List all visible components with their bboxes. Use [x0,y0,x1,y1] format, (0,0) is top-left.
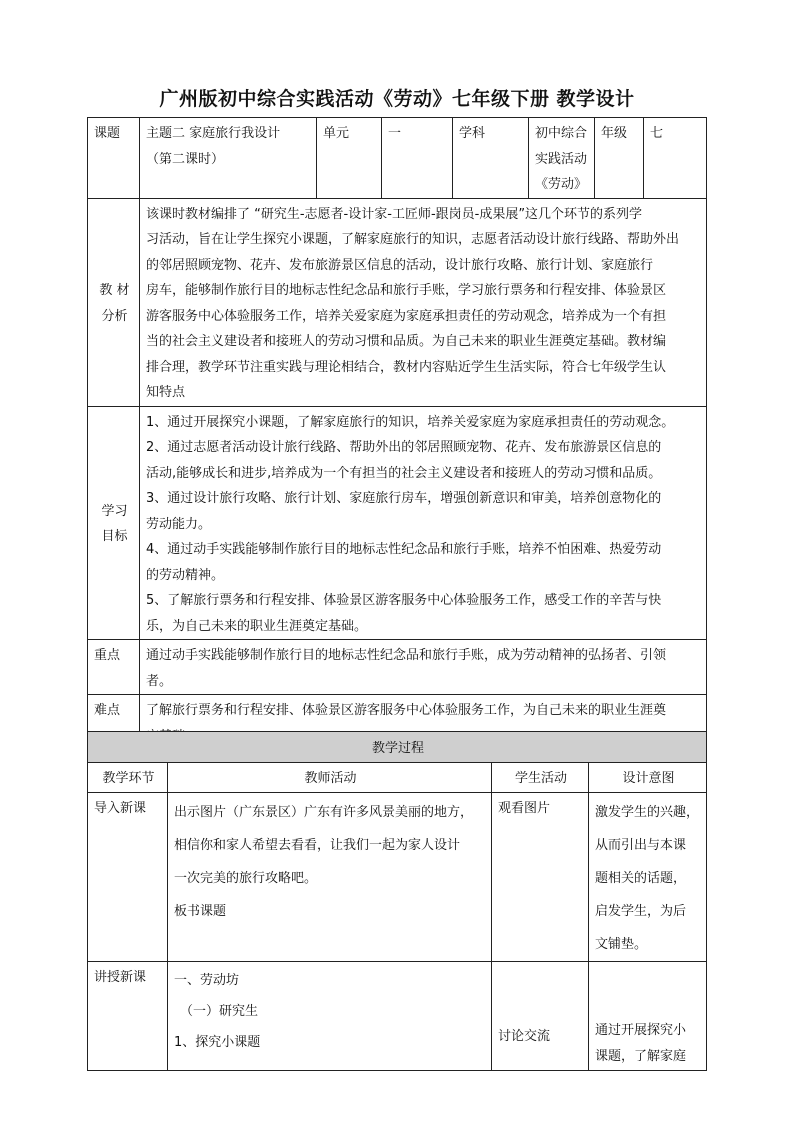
goals-label [88,406,140,640]
grade-value: 七 [644,118,707,199]
analysis-label-line: 教 材 [99,283,130,298]
subject-value-line: 初中综合 [535,126,588,141]
key-content [140,640,707,695]
intro-intent-line: 文铺垫。 [595,937,648,952]
analysis-line: 的邻居照顾宠物、花卉、发布旅游景区信息的活动，设计旅行攻略、旅行计划、家庭旅行 [146,257,654,273]
teaching-process-table [87,731,707,1071]
subject-value-line: 《劳动》 [535,177,588,192]
analysis-row [88,198,707,406]
analysis-line: 当的社会主义建设者和接班人的劳动习惯和品质。为自己未来的职业生涯奠定基础。教材编 [146,334,667,349]
key-line: 者。 [146,673,173,689]
lesson-info-table [87,117,707,750]
intro-intent [589,793,707,962]
key-row [88,640,707,695]
intro-stage: 导入新课 [88,793,168,962]
lecture-intent-line: 课题，了解家庭 [595,1049,687,1064]
difficulty-line: 了解旅行票务和行程安排、体验景区游客服务中心体验服务工作，为自己未来的职业生涯奠 [146,703,667,718]
unit-value: 一 [382,118,453,199]
document-title: 广州版初中综合实践活动《劳动》七年级下册 教学设计 [159,88,635,110]
course-value [140,118,317,199]
intro-teacher-line: 相信你和家人希望去看看，让我们一起为家人设计 [174,838,461,853]
goal-line: 劳动能力。 [146,516,212,532]
analysis-label-line: 分析 [101,308,128,324]
key-line: 通过动手实践能够制作旅行目的地标志性纪念品和旅行手账，成为劳动精神的弘扬者、引领 [146,648,667,663]
goals-content [140,406,707,640]
goals-row [88,406,707,640]
intro-row [88,793,707,962]
course-value-line: （第二课时） [146,151,225,167]
unit-label: 单元 [317,118,382,199]
analysis-line: 习活动，旨在让学生探究小课题，了解家庭旅行的知识，志愿者活动设计旅行线路、帮助外出 [146,232,680,247]
lecture-row [88,962,707,1071]
header-student-activity: 学生活动 [492,763,589,793]
difficulty-label: 难点 [88,695,140,750]
process-section-title: 教学过程 [88,732,707,763]
intro-teacher-line: 出示图片（广东景区）广东有许多风景美丽的地方， [174,805,474,820]
subject-label: 学科 [453,118,529,199]
analysis-line: 知特点 [146,385,186,400]
lecture-intent-line: 通过开展探究小 [595,1023,687,1038]
lecture-teacher-line: 1、探究小课题 [174,1035,261,1050]
goal-line: 1、通过开展探究小课题，了解家庭旅行的知识，培养关爱家庭为家庭承担责任的劳动观念。 [146,414,675,430]
goals-label-line: 学习 [101,503,128,519]
course-label: 课题 [88,118,140,199]
header-design-intent: 设计意图 [589,763,707,793]
analysis-line: 房车，能够制作旅行目的地标志性纪念品和旅行手账，学习旅行票务和行程安排、体验景区 [146,283,667,298]
header-teacher-activity: 教师活动 [168,763,492,793]
goal-line: 乐，为自己未来的职业生涯奠定基础。 [146,618,368,634]
lecture-student: 讨论交流 [492,962,589,1071]
intro-intent-line: 从而引出与本课 [595,838,687,853]
process-header-row [88,763,707,793]
lecture-teacher-line: 一、劳动坊 [174,973,240,988]
intro-intent-line: 激发学生的兴趣， [595,805,700,820]
analysis-line: 排合理，教学环节注重实践与理论相结合，教材内容贴近学生生活实际，符合七年级学生认 [146,359,667,375]
intro-intent-line: 启发学生，为后 [595,904,687,919]
goal-line: 2、通过志愿者活动设计旅行线路、帮助外出的邻居照顾宠物、花卉、发布旅游景区信息的 [146,440,662,455]
intro-teacher [168,793,492,962]
goal-line: 3、通过设计旅行攻略、旅行计划、家庭旅行房车，增强创新意识和审美，培养创意物化的 [146,491,662,506]
intro-intent-line: 题相关的话题， [595,871,687,886]
intro-teacher-line: 板书课题 [174,904,227,919]
lecture-teacher-line: （一）研究生 [180,1004,259,1019]
analysis-content [140,198,707,406]
analysis-line: 该课时教材编排了 “研究生-志愿者-设计家-工匠师-跟岗员-成果展”这几个环节的系列学 [146,206,643,222]
subject-value [529,118,595,199]
subject-value-line: 实践活动 [535,151,588,167]
intro-student: 观看图片 [492,793,589,962]
lecture-teacher [168,962,492,1071]
course-value-line: 主题二 家庭旅行我设计 [146,126,281,141]
goal-line: 活动,能够成长和进步,培养成为一个有担当的社会主义建设者和接班人的劳动习惯和品质。 [146,465,662,481]
intro-teacher-line: 一次完美的旅行攻略吧。 [174,871,318,886]
analysis-label [88,198,140,406]
lecture-stage: 讲授新课 [88,962,168,1071]
lecture-intent [589,962,707,1071]
header-stage: 教学环节 [88,763,168,793]
process-title-row [88,732,707,763]
goal-line: 5、了解旅行票务和行程安排、体验景区游客服务中心体验服务工作，感受工作的辛苦与快 [146,593,662,608]
key-label: 重点 [88,640,140,695]
goals-label-line: 目标 [101,529,128,545]
info-row [88,118,707,199]
goal-line: 的劳动精神。 [146,567,225,583]
analysis-line: 游客服务中心体验服务工作，培养关爱家庭为家庭承担责任的劳动观念，培养成为一个有担 [146,308,667,324]
goal-line: 4、通过动手实践能够制作旅行目的地标志性纪念品和旅行手账，培养不怕困难、热爱劳动 [146,542,662,557]
grade-label: 年级 [595,118,644,199]
